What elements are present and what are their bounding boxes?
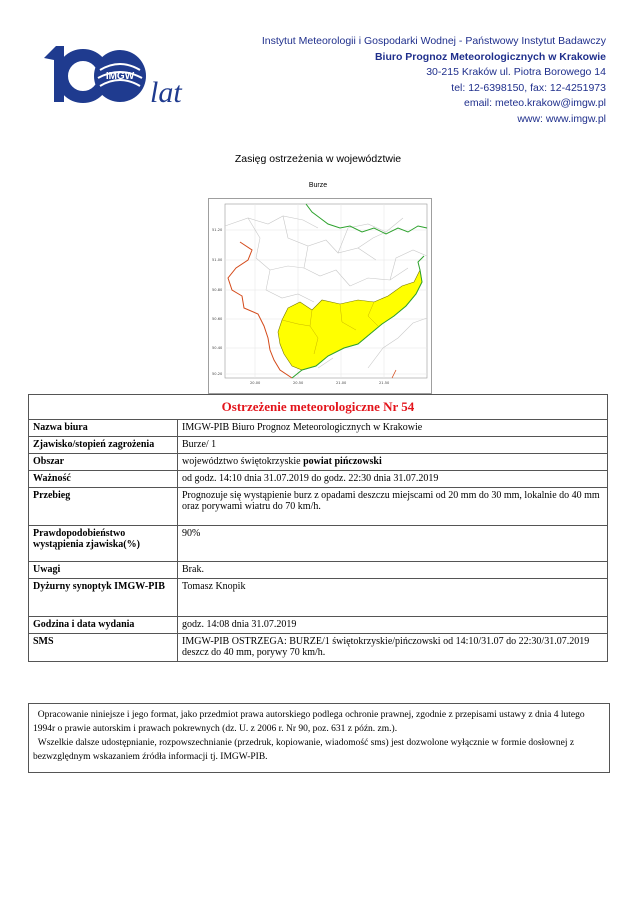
lat-label: 51.20: [212, 228, 223, 232]
row-value: IMGW-PIB Biuro Prognoz Meteorologicznych w Krakowie: [178, 420, 608, 437]
row-key: Godzina i data wydania: [29, 617, 178, 634]
row-key: Obszar: [29, 454, 178, 471]
lon-label: 21.00: [336, 381, 347, 385]
row-value: od godz. 14:10 dnia 31.07.2019 do godz. 22:30 dnia 31.07.2019: [178, 471, 608, 488]
warning-title: Ostrzeżenie meteorologiczne Nr 54: [29, 395, 608, 420]
table-row: [29, 579, 608, 617]
row-key: Dyżurny synoptyk IMGW-PIB: [29, 579, 178, 617]
office-name: Biuro Prognoz Meteorologicznych w Krakowie: [374, 50, 606, 63]
office-email[interactable]: email: meteo.krakow@imgw.pl: [464, 97, 606, 109]
table-row: [29, 420, 608, 437]
copyright-notice: [28, 703, 610, 773]
row-value: Tomasz Knopik: [178, 579, 608, 617]
table-row: [29, 562, 608, 579]
row-key: Przebieg: [29, 488, 178, 526]
imgw-100-lat-logo: [34, 38, 204, 108]
copyright-paragraph: Opracowanie niniejsze i jego format, jako przedmiot prawa autorskiego podlega ochronie prawnej, zgodnie z przepisami ustawy z dnia 4 lutego 1994r o prawie autorskim i prawach pokrewnych (dz. U. z 2006 r. Nr 90, poz. 631 z późn. zm.).: [33, 710, 585, 734]
office-phone: tel: 12-6398150, fax: 12-4251973: [451, 81, 606, 94]
table-row: [29, 617, 608, 634]
institute-name: Instytut Meteorologii i Gospodarki Wodnej - Państwowy Instytut Badawczy: [261, 35, 606, 47]
row-value: Burze/ 1: [178, 437, 608, 454]
table-row: [29, 488, 608, 526]
table-row: [29, 437, 608, 454]
table-row: [29, 526, 608, 562]
row-value: 90%: [178, 526, 608, 562]
sharing-paragraph: Wszelkie dalsze udostępnianie, rozpowszechnianie (przedruk, kopiowanie, wiadomość sms) jest dozwolone wyłącznie w formie dosłownej z bezwzględnym wskazaniem źródła informacji tj. IMGW-PIB.: [33, 738, 575, 762]
row-key: Zjawisko/stopień zagrożenia: [29, 437, 178, 454]
svg-text:lat: lat: [150, 76, 182, 108]
row-key: Nazwa biura: [29, 420, 178, 437]
lat-label: 50.60: [212, 317, 223, 321]
lat-label: 51.00: [212, 258, 223, 262]
row-value: [178, 454, 608, 471]
svg-text:IMGW: IMGW: [105, 71, 135, 82]
lon-label: 21.50: [379, 381, 390, 385]
map-title: Zasięg ostrzeżenia w województwie: [234, 153, 402, 165]
lat-label: 50.80: [212, 288, 223, 292]
row-value: godz. 14:08 dnia 31.07.2019: [178, 617, 608, 634]
row-key: SMS: [29, 634, 178, 662]
row-value: Brak.: [178, 562, 608, 579]
warning-table: [28, 394, 608, 662]
lat-label: 50.20: [212, 372, 223, 376]
table-row: [29, 634, 608, 662]
lon-label: 20.00: [250, 381, 261, 385]
row-key: Uwagi: [29, 562, 178, 579]
row-key: Ważność: [29, 471, 178, 488]
office-www[interactable]: www: www.imgw.pl: [517, 112, 606, 125]
area-prefix: województwo świętokrzyskie: [182, 456, 304, 467]
row-key: Prawdopodobieństwo wystąpienia zjawiska(%): [29, 526, 178, 562]
table-row: [29, 471, 608, 488]
row-value: IMGW-PIB OSTRZEGA: BURZE/1 świętokrzyskie/pińczowski od 14:10/31.07 do 22:30/31.07.2019 deszcz do 40 mm, porywy 70 km/h.: [178, 634, 608, 662]
lon-label: 20.50: [293, 381, 304, 385]
map-subtitle: Burze: [308, 182, 328, 189]
warning-area-map: [208, 198, 432, 394]
area-county: powiat pińczowski: [303, 456, 382, 467]
table-row: [29, 454, 608, 471]
office-address: 30-215 Kraków ul. Piotra Borowego 14: [426, 66, 606, 78]
lat-label: 50.40: [212, 346, 223, 350]
row-value: Prognozuje się wystąpienie burz z opadami deszczu miejscami od 20 mm do 30 mm, lokalnie do 40 mm oraz porywami wiatru do 70 km/h.: [178, 488, 608, 526]
institute-header: [262, 34, 606, 127]
